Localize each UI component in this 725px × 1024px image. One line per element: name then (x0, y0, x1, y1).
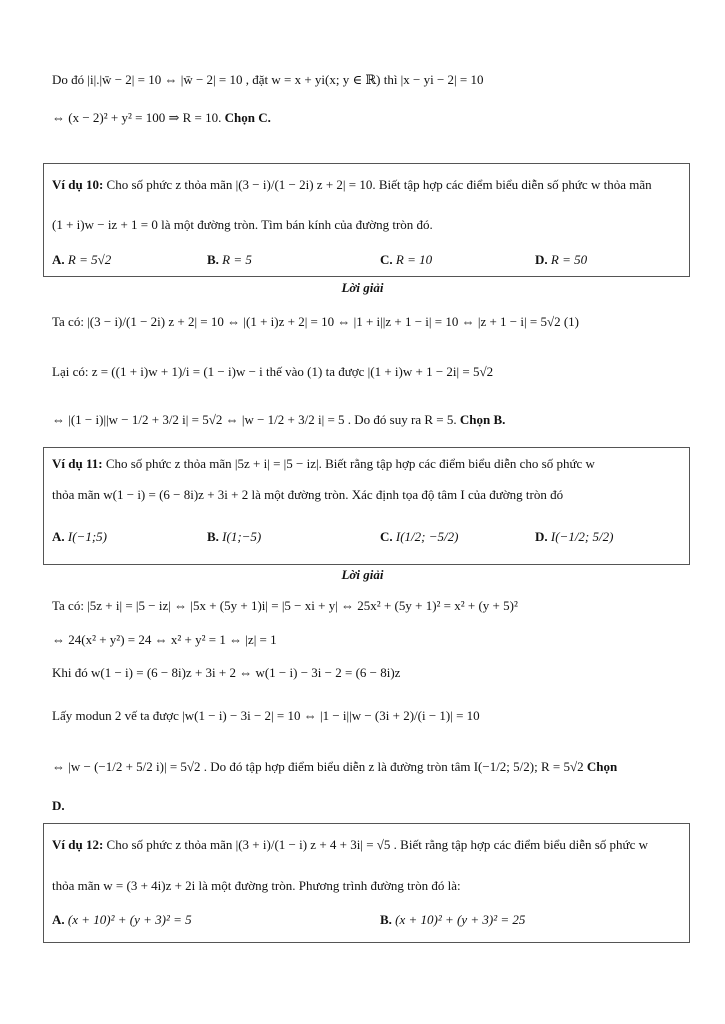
solution-11-line-2: ⇔ 24(x² + y²) = 24 ⇔ x² + y² = 1 ⇔ |z| = 1 (52, 632, 277, 647)
example-10-line-2 (52, 215, 685, 235)
solution-10-line-2: Lại có: z = ((1 + i)w + 1)/i = (1 − i)w − i thế vào (1) ta được |(1 + i)w + 1 − 2i| = 5√2 (52, 364, 494, 379)
top-line-2-math: ⇔ (x − 2)² + y² = 100 ⇒ R = 10. (52, 110, 222, 125)
solution-11-line-6 (52, 796, 685, 816)
example-12-line-1: Ví dụ 12: Cho số phức z thỏa mãn |(3 + i)/(1 − i) z + 4 + 3i| = √5 . Biết rằng tập hợp các điểm biểu diễn số phức w (52, 837, 649, 852)
solution-11-line-5: ⇔ |w − (−1/2 + 5/2 i)| = 5√2 . Do đó tập hợp điểm biểu diễn z là đường tròn tâm I(−1/2; 5/2); R = 5√2 Chọn (52, 759, 618, 774)
example-10-choice-a: A. R = 5√2 (52, 252, 112, 267)
example-11-line-1: Ví dụ 11: Cho số phức z thỏa mãn |5z + i| = |5 − iz|. Biết rằng tập hợp các điểm biểu diễn cho số phức w (52, 456, 595, 471)
solution-10-line-3: ⇔ |(1 − i)||w − 1/2 + 3/2 i| = 5√2 ⇔ |w − 1/2 + 3/2 i| = 5 . Do đó suy ra R = 5. Chọn B. (52, 412, 506, 427)
example-11-choice-b: B. I(1;−5) (207, 529, 262, 544)
example-10-choice-d: D. R = 50 (535, 252, 588, 267)
solution-11-heading: Lời giải (341, 567, 384, 582)
example-10-label: Ví dụ 10: (52, 177, 104, 192)
example-12-label: Ví dụ 12: (52, 837, 104, 852)
example-11-choice-d: D. I(−1/2; 5/2) (535, 529, 614, 544)
solution-11-line-1: Ta có: |5z + i| = |5 − iz| ⇔ |5x + (5y + 1)i| = |5 − xi + y| ⇔ 25x² + (5y + 1)² = x² + (y + 5)² (52, 598, 518, 613)
example-10-text-2: (1 + i)w − iz + 1 = 0 là một đường tròn. Tìm bán kính của đường tròn đó. (52, 217, 433, 232)
solution-10-heading: Lời giải (341, 280, 384, 295)
example-11-label: Ví dụ 11: (52, 456, 103, 471)
solution-11-answer: D. (52, 798, 65, 813)
example-12-line-2: thỏa mãn w = (3 + 4i)z + 2i là một đường tròn. Phương trình đường tròn đó là: (52, 878, 461, 893)
top-line-1 (52, 70, 685, 90)
solution-11-answer-word: Chọn (586, 759, 618, 774)
top-answer: Chọn C. (224, 110, 271, 125)
solution-11-line-3: Khi đó w(1 − i) = (6 − 8i)z + 3i + 2 ⇔ w(1 − i) − 3i − 2 = (6 − 8i)z (52, 665, 401, 680)
example-11-line-2: thỏa mãn w(1 − i) = (6 − 8i)z + 3i + 2 là một đường tròn. Xác định tọa độ tâm I của đường tròn đó (52, 487, 564, 502)
solution-10-line-1: Ta có: |(3 − i)/(1 − 2i) z + 2| = 10 ⇔ |(1 + i)z + 2| = 10 ⇔ |1 + i||z + 1 − i| = 10 ⇔ |z + 1 − i| = 5√2 (1) (52, 314, 579, 329)
example-11-choice-c: C. I(1/2; −5/2) (380, 529, 459, 544)
example-10-line-1 (52, 175, 685, 195)
example-10-choice-b: B. R = 5 (207, 252, 252, 267)
example-10-choice-c: C. R = 10 (380, 252, 433, 267)
example-12-choice-b: B. (x + 10)² + (y + 3)² = 25 (380, 912, 526, 927)
solution-10-answer: Chọn B. (459, 412, 506, 427)
top-line-1-text: Do đó |i|.|w̄ − 2| = 10 ⇔ |w̄ − 2| = 10 , đặt w = x + yi(x; y ∈ ℝ) thì |x − yi − 2| = 10 (52, 72, 484, 87)
example-10-text-1: Cho số phức z thỏa mãn |(3 − i)/(1 − 2i) z + 2| = 10. Biết tập hợp các điểm biểu diễn số phức w thỏa mãn (106, 177, 652, 192)
example-11-choice-a: A. I(−1;5) (52, 529, 107, 544)
solution-11-line-4: Lấy modun 2 vế ta được |w(1 − i) − 3i − 2| = 10 ⇔ |1 − i||w − (3i + 2)/(i − 1)| = 10 (52, 708, 480, 723)
top-line-2 (52, 108, 685, 128)
example-12-choice-a: A. (x + 10)² + (y + 3)² = 5 (52, 912, 192, 927)
